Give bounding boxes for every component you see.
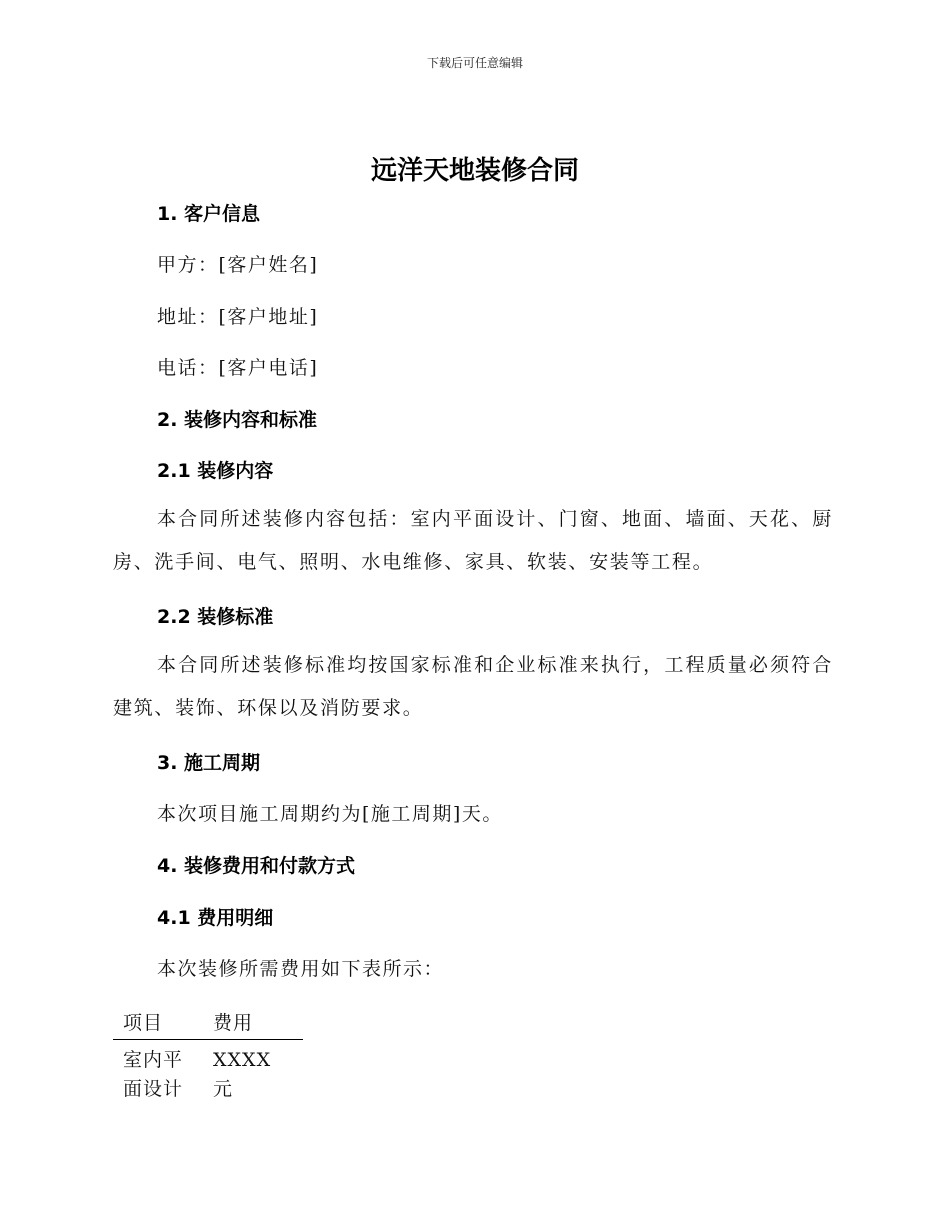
- document-title: 远洋天地装修合同: [370, 156, 579, 186]
- fee-table: [113, 1004, 303, 1108]
- section-heading-content-standards: 2. 装修内容和标准: [157, 409, 318, 431]
- address-line: 地址：[客户地址]: [157, 306, 319, 328]
- subsection-heading-standards: 2.2 装修标准: [157, 606, 274, 628]
- section-heading-fees-payment: 4. 装修费用和付款方式: [157, 855, 356, 877]
- content-paragraph: 本合同所述装修内容包括：室内平面设计、门窗、地面、墙面、天花、厨房、洗手间、电气、照明、水电维修、家具、软装、安装等工程。: [113, 508, 833, 573]
- fee-table-header-cost: 费用: [203, 1004, 303, 1040]
- fee-table-cell-item: 室内平面设计: [123, 1049, 184, 1100]
- section-heading-customer-info: 1. 客户信息: [157, 203, 261, 225]
- subsection-heading-fee-details: 4.1 费用明细: [157, 907, 274, 929]
- table-row: [113, 1040, 303, 1109]
- fee-intro-text: 本次装修所需费用如下表所示：: [157, 958, 445, 980]
- fee-table-cell-cost: XXXX 元: [213, 1049, 272, 1100]
- party-a-line: 甲方：[客户姓名]: [157, 254, 319, 276]
- subsection-heading-content: 2.1 装修内容: [157, 460, 274, 482]
- phone-line: 电话：[客户电话]: [157, 357, 319, 379]
- standards-paragraph: 本合同所述装修标准均按国家标准和企业标准来执行，工程质量必须符合建筑、装饰、环保以及消防要求。: [113, 654, 833, 719]
- page-header-note: 下载后可任意编辑: [426, 56, 523, 70]
- fee-table-header-row: [113, 1004, 303, 1040]
- fee-table-header-item: 项目: [113, 1004, 203, 1040]
- section-heading-schedule: 3. 施工周期: [157, 752, 261, 774]
- schedule-text: 本次项目施工周期约为[施工周期]天。: [157, 803, 503, 825]
